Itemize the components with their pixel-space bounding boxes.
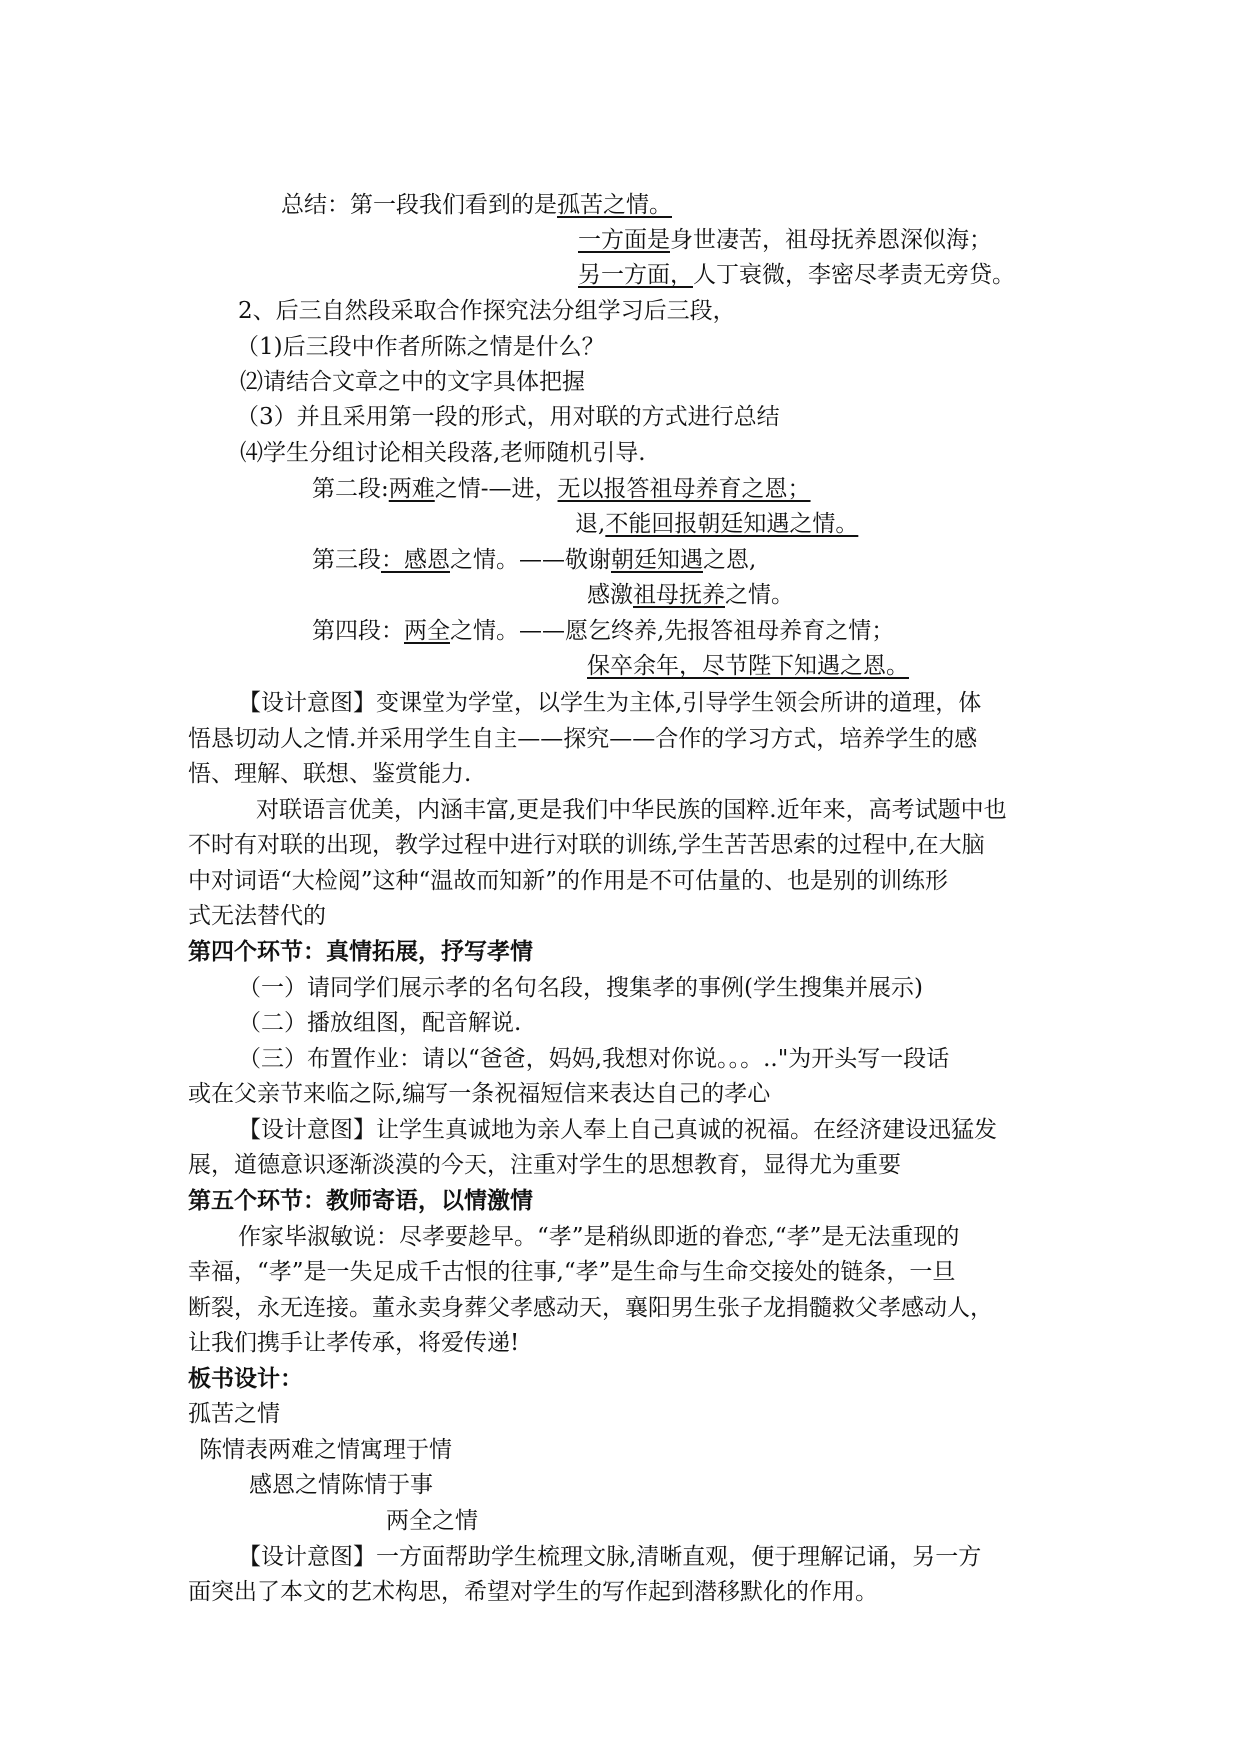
couplet-line-4: 式无法替代的	[188, 903, 326, 929]
couplet-line-2: 不时有对联的出现，教学过程中进行对联的训练,学生苦苦思索的过程中,在大脑	[188, 832, 985, 858]
section5-line-4: 让我们携手让孝传承，将爱传递!	[188, 1330, 520, 1356]
para3-court-key: 朝廷知遇	[611, 547, 703, 573]
para2-label: 第二段:	[312, 476, 389, 502]
summary-line-1	[281, 190, 672, 220]
design1-line-2: 悟恳切动人之情.并采用学生自主——探究——合作的学习方式，培养学生的感	[188, 726, 978, 752]
para4-mid: 之情。——愿乞终养,先报答祖母养育之情；	[450, 618, 895, 644]
section4-heading: 第四个环节：真情拓展，抒写孝情	[188, 939, 533, 965]
step2-question-1: （1)后三段中作者所陈之情是什么？	[236, 334, 605, 360]
board-line-3: 感恩之情陈情于事	[249, 1472, 433, 1498]
para2-advance: 无以报答祖母养育之恩；	[557, 476, 811, 502]
design3-line-2: 面突出了本文的艺术构思，希望对学生的写作起到潜移默化的作用。	[188, 1579, 878, 1605]
section4-item-3-cont: 或在父亲节来临之际,编写一条祝福短信来表达自己的孝心	[188, 1081, 771, 1107]
para4-final: 保卒余年，尽节陛下知遇之恩。	[587, 653, 909, 679]
para3-grandma-end: 之情。	[725, 582, 794, 608]
couplet-line-1: 对联语言优美，内涵丰富,更是我们中华民族的国粹.近年来，高考试题中也	[256, 797, 1007, 823]
board-line-4: 两全之情	[386, 1508, 478, 1534]
design1-line-1: 【设计意图】变课堂为学堂，以学生为主体,引导学生领会所讲的道理，体	[238, 690, 982, 716]
para3-key: ：感恩	[381, 547, 450, 573]
para3-grandma-key: 祖母抚养	[633, 582, 725, 608]
section5-line-2: 幸福，“孝”是一失足成千古恨的往事,“孝”是生命与生命交接处的链条，一旦	[188, 1259, 956, 1285]
para2-key: 两难	[388, 476, 435, 502]
para3-court-end: 之恩,	[703, 547, 757, 573]
design1-line-3: 悟、理解、联想、鉴赏能力.	[188, 761, 472, 787]
summary-line-3-key: 另一方面，	[578, 262, 693, 288]
summary-line-3-text: 人丁衰微，李密尽孝责无旁贷。	[693, 262, 1015, 288]
summary-line-3	[578, 260, 1015, 290]
board-line-1: 孤苦之情	[188, 1401, 280, 1427]
board-line-2: 陈情表两难之情寓理于情	[199, 1437, 452, 1463]
section4-item-2: （二）播放组图，配音解说.	[238, 1010, 522, 1036]
step2-question-2: ⑵请结合文章之中的文字具体把握	[240, 369, 585, 395]
summary-key: 孤苦之情。	[557, 192, 672, 218]
section5-line-1: 作家毕淑敏说：尽孝要趁早。“孝”是稍纵即逝的眷恋,“孝”是无法重现的	[238, 1224, 960, 1250]
section4-item-1: （一）请同学们展示孝的名句名段，搜集孝的事例(学生搜集并展示)	[238, 975, 923, 1001]
para4-label: 第四段：	[312, 618, 404, 644]
section4-item-3: （三）布置作业：请以“爸爸，妈妈,我想对你说。。。.."为开头写一段话	[238, 1046, 950, 1072]
section5-heading: 第五个环节：教师寄语，以情激情	[188, 1188, 533, 1214]
section4-design-1: 【设计意图】让学生真诚地为亲人奉上自己真诚的祝福。在经济建设迅猛发	[238, 1117, 997, 1143]
summary-line-2-key: 一方面是	[578, 227, 670, 253]
step2-question-4: ⑷学生分组讨论相关段落,老师随机引导.	[240, 440, 646, 466]
para2-retreat: 不能回报朝廷知遇之情。	[605, 511, 859, 537]
para3-line-1	[312, 545, 756, 575]
summary-line-2	[578, 225, 992, 255]
para3-line-2	[587, 580, 794, 610]
para4-line-2	[587, 651, 909, 681]
para3-label: 第三段	[312, 547, 381, 573]
step2-question-3: （3）并且采用第一段的形式，用对联的方式进行总结	[236, 404, 780, 430]
step2-intro: 2、后三自然段采取合作探究法分组学习后三段，	[238, 298, 736, 324]
board-heading: 板书设计：	[188, 1366, 303, 1392]
para3-mid: 之情。——敬谢	[450, 547, 611, 573]
para2-retreat-prefix: 退,	[575, 511, 606, 537]
design3-line-1: 【设计意图】一方面帮助学生梳理文脉,清晰直观，便于理解记诵，另一方	[238, 1544, 982, 1570]
summary-line-2-text: 身世凄苦，祖母抚养恩深似海；	[670, 227, 992, 253]
section4-design-2: 展，道德意识逐渐淡漠的今天，注重对学生的思想教育，显得尤为重要	[188, 1152, 901, 1178]
para3-thanks-prefix: 感激	[587, 582, 633, 608]
para4-line-1	[312, 616, 894, 646]
section5-line-3: 断裂，永无连接。董永卖身葬父孝感动天，襄阳男生张子龙捐髓救父孝感动人，	[188, 1295, 993, 1321]
para2-line-2	[575, 509, 858, 539]
para2-mid: 之情-—进，	[434, 476, 558, 502]
para4-key: 两全	[404, 618, 450, 644]
para2-line-1	[312, 474, 811, 504]
summary-prefix: 总结：第一段我们看到的是	[281, 192, 557, 218]
couplet-line-3: 中对词语“大检阅”这种“温故而知新”的作用是不可估量的、也是别的训练形	[188, 868, 949, 894]
